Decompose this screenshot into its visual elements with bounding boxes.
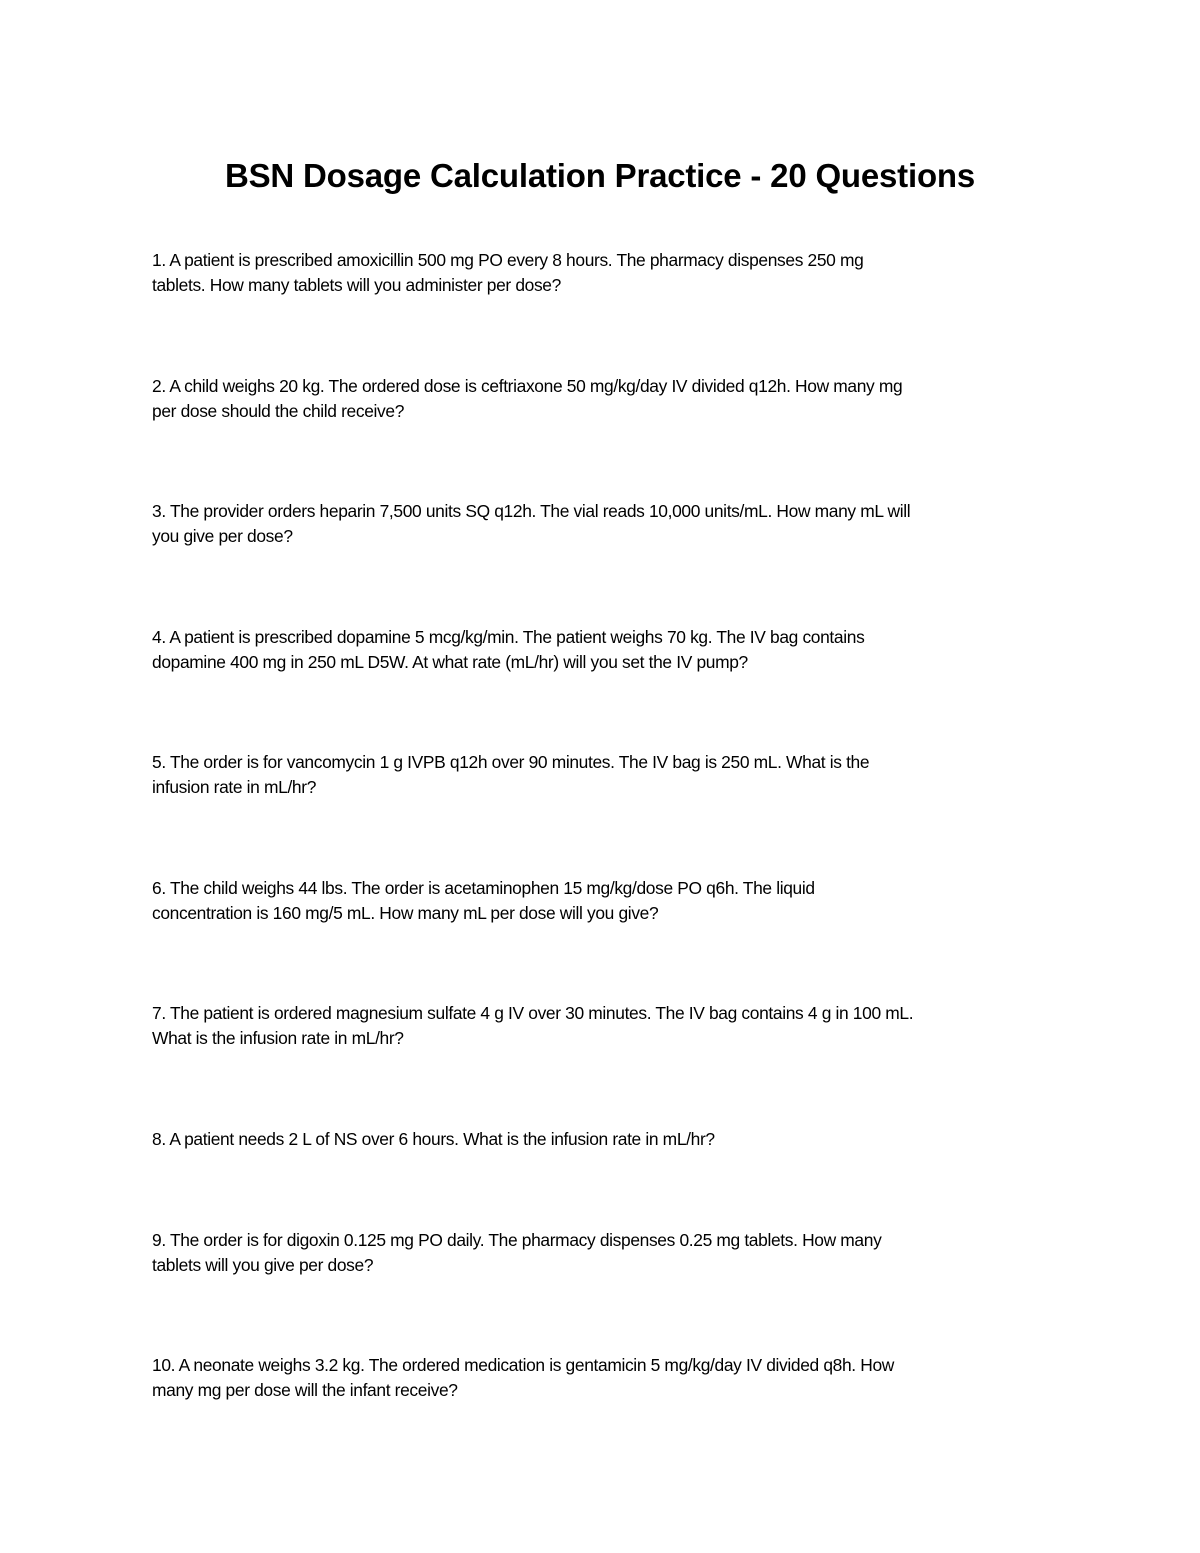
- question-text-line: tablets will you give per dose?: [152, 1255, 374, 1275]
- question-text-line: infusion rate in mL/hr?: [152, 777, 317, 797]
- question-text-line: 10. A neonate weighs 3.2 kg. The ordered medication is gentamicin 5 mg/kg/day IV divided q8h. How: [152, 1355, 895, 1375]
- question-text-line: concentration is 160 mg/5 mL. How many mL per dose will you give?: [152, 903, 659, 923]
- question-text-line: 7. The patient is ordered magnesium sulfate 4 g IV over 30 minutes. The IV bag contains 4 g in 100 mL.: [152, 1003, 914, 1023]
- question-text-line: you give per dose?: [152, 526, 293, 546]
- question-text-line: tablets. How many tablets will you administer per dose?: [152, 275, 561, 295]
- question-1: [152, 248, 1072, 298]
- question-text-line: 2. A child weighs 20 kg. The ordered dose is ceftriaxone 50 mg/kg/day IV divided q12h. How many mg: [152, 376, 903, 396]
- question-3: [152, 499, 1072, 549]
- question-4: [152, 625, 1072, 675]
- question-text-line: 8. A patient needs 2 L of NS over 6 hours. What is the infusion rate in mL/hr?: [152, 1129, 715, 1149]
- question-text-line: 9. The order is for digoxin 0.125 mg PO daily. The pharmacy dispenses 0.25 mg tablets. How many: [152, 1230, 882, 1250]
- question-9: [152, 1228, 1072, 1278]
- question-text-line: What is the infusion rate in mL/hr?: [152, 1028, 404, 1048]
- question-text-line: dopamine 400 mg in 250 mL D5W. At what rate (mL/hr) will you set the IV pump?: [152, 652, 748, 672]
- question-text-line: 4. A patient is prescribed dopamine 5 mcg/kg/min. The patient weighs 70 kg. The IV bag contains: [152, 627, 865, 647]
- question-text-line: per dose should the child receive?: [152, 401, 405, 421]
- question-5: [152, 750, 1072, 800]
- question-text-line: many mg per dose will the infant receive?: [152, 1380, 458, 1400]
- document-title: BSN Dosage Calculation Practice - 20 Questions: [224, 157, 976, 194]
- question-text-line: 6. The child weighs 44 lbs. The order is acetaminophen 15 mg/kg/dose PO q6h. The liquid: [152, 878, 815, 898]
- question-8: [152, 1127, 1072, 1152]
- question-6: [152, 876, 1072, 926]
- question-10: [152, 1353, 1072, 1403]
- question-text-line: 3. The provider orders heparin 7,500 units SQ q12h. The vial reads 10,000 units/mL. How many mL will: [152, 501, 911, 521]
- question-text-line: 1. A patient is prescribed amoxicillin 500 mg PO every 8 hours. The pharmacy dispenses 250 mg: [152, 250, 864, 270]
- question-2: [152, 374, 1072, 424]
- question-text-line: 5. The order is for vancomycin 1 g IVPB q12h over 90 minutes. The IV bag is 250 mL. What is the: [152, 752, 870, 772]
- question-7: [152, 1001, 1072, 1051]
